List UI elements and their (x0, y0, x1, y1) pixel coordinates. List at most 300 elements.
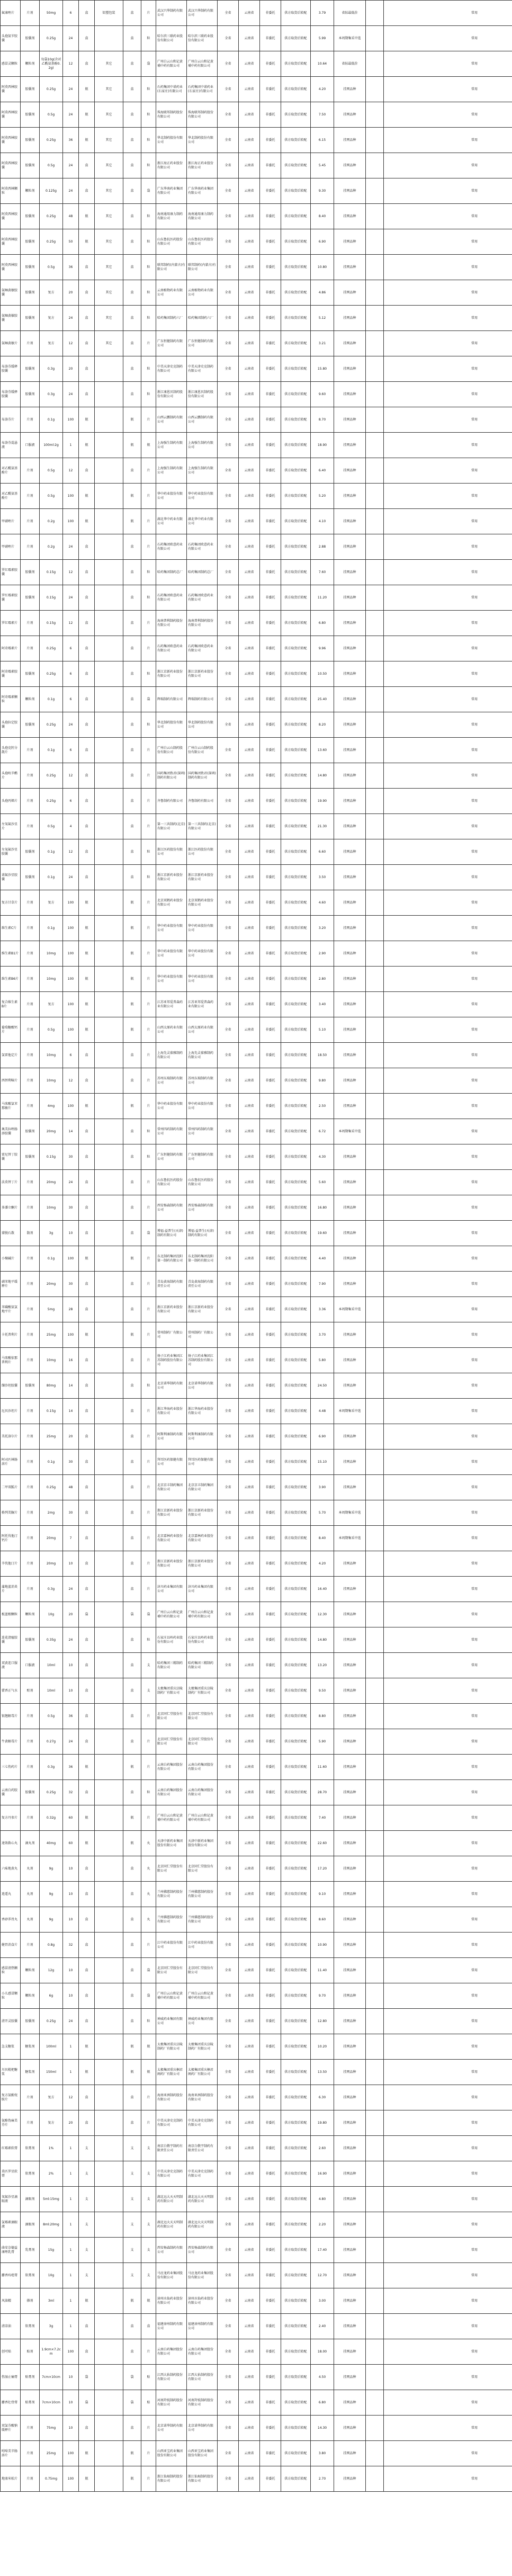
table-row (1, 509, 512, 534)
table-row (1, 280, 512, 306)
cell-province: 云南省 (239, 1907, 260, 1933)
cell-price: 2.40 (311, 2314, 334, 2339)
cell-manufacturer: 河南羚锐制药股份有限公司 (156, 2390, 187, 2416)
cell-license-holder: 中美天津史克制药有限公司 (187, 2110, 218, 2136)
cell-delivery-mode: 供方取货后转配 (281, 2060, 311, 2085)
cell-delivery-mode: 供方取货后转配 (281, 738, 311, 763)
cell-min-use-unit: 袋 (141, 1958, 156, 1983)
cell-packaging-material (95, 1450, 123, 1475)
cell-drug-name: 感冒灵颗粒 (1, 51, 21, 77)
cell-price: 7.40 (311, 1805, 334, 1831)
cell-specification: 0.5g (40, 484, 63, 509)
cell-packaging-material (95, 2085, 123, 2110)
table-row (1, 890, 512, 916)
cell-license-holder: 西安杨森制药有限公司 (187, 1195, 218, 1221)
cell-packaging-material: 其它 (95, 51, 123, 77)
table-row (1, 1424, 512, 1450)
cell-specification: 0.25g (40, 128, 63, 153)
table-row (1, 2390, 512, 2416)
table-row (1, 2085, 512, 2110)
cell-min-use-unit: 支 (141, 2238, 156, 2263)
cell-packaging-material (95, 1170, 123, 1195)
cell-delivery-mode: 供方取货后转配 (281, 941, 311, 967)
cell-dosage-form: 颗粒剂 (21, 1602, 40, 1627)
cell-price: 2.80 (311, 967, 334, 992)
cell-min-sale-unit: 盒 (123, 153, 141, 178)
cell-dosage-form: 片剂 (21, 763, 40, 789)
cell-pack-unit: 瓶 (79, 992, 95, 1017)
cell-packaging-material (95, 1322, 123, 1348)
cell-delivery-mode: 供方取货后转配 (281, 2390, 311, 2416)
cell-coverage-area: 全省 (218, 1551, 239, 1577)
cell-note (366, 2339, 384, 2365)
cell-usage-tag: 常用 (384, 967, 512, 992)
cell-specification: 0.1g (40, 865, 63, 890)
cell-province: 云南省 (239, 1602, 260, 1627)
cell-pack-unit: 盒 (79, 51, 95, 77)
cell-specification: 9g (40, 1856, 63, 1882)
cell-note (366, 1246, 384, 1272)
cell-drug-name: 曲安奈德益康唑乳膏 (1, 2238, 21, 2263)
cell-usage-tag: 常用 (384, 1399, 512, 1424)
cell-note (366, 356, 384, 382)
cell-min-sale-unit: 盒 (123, 1577, 141, 1602)
cell-drug-name: 氯霉素滴眼液 (1, 2212, 21, 2238)
cell-delivery-mode: 供方取货后转配 (281, 1, 311, 26)
cell-pack-unit: 盒 (79, 1450, 95, 1475)
cell-note (366, 636, 384, 661)
cell-packaging-material (95, 1221, 123, 1246)
cell-min-use-unit: 瓶 (141, 2034, 156, 2060)
cell-min-sale-unit: 盒 (123, 1399, 141, 1424)
cell-min-use-unit: 片 (141, 1, 156, 26)
cell-manufacturer: 山东鲁抗医药股份有限公司 (156, 229, 187, 255)
cell-delegation-type: 非委托 (260, 1322, 281, 1348)
cell-pack-quantity: 100 (63, 484, 79, 509)
cell-min-use-unit: 支 (141, 2263, 156, 2288)
cell-dosage-form: 片剂 (21, 534, 40, 560)
cell-specification: 12g (40, 1958, 63, 1983)
cell-dosage-form: 口服液 (21, 433, 40, 458)
table-row (1, 2288, 512, 2314)
cell-price: 6.15 (311, 128, 334, 153)
cell-specification: 6g (40, 1983, 63, 2009)
cell-note (366, 331, 384, 356)
cell-province: 云南省 (239, 2416, 260, 2441)
cell-license-holder: 浙江仙琚制药股份有限公司 (187, 2466, 218, 2492)
cell-pack-quantity: 100 (63, 509, 79, 534)
cell-pack-unit: 瓶 (79, 2060, 95, 2085)
cell-price: 9.80 (311, 1068, 334, 1094)
cell-pack-quantity: 6 (63, 687, 79, 712)
cell-province: 云南省 (239, 2060, 260, 2085)
cell-delivery-mode: 供方取货后转配 (281, 636, 311, 661)
cell-delegation-type: 非委托 (260, 2263, 281, 2288)
cell-packaging-material (95, 2238, 123, 2263)
cell-delivery-mode: 供方取货后转配 (281, 992, 311, 1017)
cell-note (366, 458, 384, 484)
cell-manufacturer: 联邦制药(内蒙古)有限公司 (156, 255, 187, 280)
cell-dosage-form: 胶囊剂 (21, 1373, 40, 1399)
cell-packaging-material (95, 1856, 123, 1882)
cell-pack-quantity: 10 (63, 1907, 79, 1933)
cell-price-basis: 挂网品种 (334, 2314, 366, 2339)
cell-note (366, 2416, 384, 2441)
cell-price-basis: 挂网品种 (334, 331, 366, 356)
cell-pack-unit: 支 (79, 2212, 95, 2238)
cell-usage-tag: 常用 (384, 1221, 512, 1246)
cell-note (366, 2060, 384, 2085)
cell-price-basis: 挂网品种 (334, 1246, 366, 1272)
cell-min-sale-unit: 瓶 (123, 1094, 141, 1119)
cell-pack-unit: 盒 (79, 255, 95, 280)
cell-pack-quantity: 10 (63, 1551, 79, 1577)
cell-pack-quantity: 1 (63, 2288, 79, 2314)
cell-manufacturer: 浙江京新药业股份有限公司 (156, 661, 187, 687)
cell-pack-unit: 盒 (79, 1170, 95, 1195)
cell-delegation-type: 非委托 (260, 611, 281, 636)
cell-drug-name: 六味地黄丸 (1, 1856, 21, 1882)
cell-note (366, 1, 384, 26)
table-row (1, 1500, 512, 1526)
cell-price: 19.90 (311, 789, 334, 814)
cell-note (366, 407, 384, 433)
cell-license-holder: 石家庄以岭药业股份有限公司 (187, 1627, 218, 1653)
cell-pack-quantity: 24 (63, 178, 79, 204)
cell-pack-unit: 瓶 (79, 229, 95, 255)
cell-drug-name: 头孢氨苄胶囊 (1, 26, 21, 51)
table-row (1, 2060, 512, 2085)
cell-min-use-unit: 支 (141, 2212, 156, 2238)
cell-province: 云南省 (239, 356, 260, 382)
cell-drug-name: 云南白药胶囊 (1, 1780, 21, 1805)
cell-dosage-form: 胶囊剂 (21, 2009, 40, 2034)
cell-pack-quantity: 10 (63, 2416, 79, 2441)
cell-pack-unit: 盒 (79, 1907, 95, 1933)
cell-specification: 25mg (40, 2441, 63, 2466)
cell-delegation-type: 非委托 (260, 178, 281, 204)
cell-price-basis: 挂网品种 (334, 661, 366, 687)
cell-pack-unit: 盒 (79, 1678, 95, 1704)
cell-price-basis: 挂网品种 (334, 2110, 366, 2136)
cell-delegation-type: 非委托 (260, 229, 281, 255)
cell-license-holder: 浙江京新药业股份有限公司 (187, 661, 218, 687)
cell-specification: 10g (40, 2263, 63, 2288)
cell-drug-name: 感冒清热颗粒 (1, 1958, 21, 1983)
cell-delegation-type: 非委托 (260, 1780, 281, 1805)
cell-price-basis: 挂网品种 (334, 585, 366, 611)
cell-specification: 0.25g (40, 789, 63, 814)
cell-min-use-unit: 丸 (141, 1856, 156, 1882)
cell-coverage-area: 全省 (218, 941, 239, 967)
cell-manufacturer: 中美天津史克制药有限公司 (156, 2161, 187, 2187)
cell-pack-unit: 瓶 (79, 1755, 95, 1780)
cell-price: 2.60 (311, 2136, 334, 2161)
cell-specification: 0.25g (40, 26, 63, 51)
cell-delegation-type: 非委托 (260, 1755, 281, 1780)
table-row (1, 1551, 512, 1577)
cell-usage-tag: 常用 (384, 2161, 512, 2187)
cell-price: 4.20 (311, 1551, 334, 1577)
cell-min-use-unit: 片 (141, 1322, 156, 1348)
cell-coverage-area: 全省 (218, 636, 239, 661)
cell-specification: 20mg (40, 1272, 63, 1297)
cell-price-basis: 挂网品种 (334, 2085, 366, 2110)
cell-delivery-mode: 供方取货后转配 (281, 1882, 311, 1907)
cell-manufacturer: 湖北华中药业有限公司 (156, 509, 187, 534)
cell-province: 云南省 (239, 1348, 260, 1373)
cell-coverage-area: 全省 (218, 153, 239, 178)
cell-delivery-mode: 供方取货后转配 (281, 2110, 311, 2136)
cell-min-sale-unit: 盒 (123, 1526, 141, 1551)
cell-manufacturer: 浙江京新药业股份有限公司 (156, 865, 187, 890)
cell-delivery-mode: 供方取货后转配 (281, 1094, 311, 1119)
cell-province: 云南省 (239, 1094, 260, 1119)
cell-note (366, 2390, 384, 2416)
cell-delegation-type: 非委托 (260, 1602, 281, 1627)
cell-price: 7.50 (311, 102, 334, 128)
cell-price-basis: 挂网品种 (334, 2441, 366, 2466)
cell-pack-quantity: 1 (63, 2238, 79, 2263)
cell-price-basis: 本周期集采中选 (334, 26, 366, 51)
cell-coverage-area: 全省 (218, 484, 239, 509)
cell-specification: 150ml (40, 2060, 63, 2085)
cell-dosage-form: 滴眼剂 (21, 2212, 40, 2238)
cell-manufacturer: 扬子江药业集团江苏制药股份有限公司 (156, 1348, 187, 1373)
cell-specification: 0.15g (40, 1144, 63, 1170)
cell-specification: 75mg (40, 2416, 63, 2441)
cell-delegation-type: 非委托 (260, 1450, 281, 1475)
cell-note (366, 1805, 384, 1831)
cell-pack-quantity: 12 (63, 458, 79, 484)
cell-manufacturer: 兰州佛慈制药股份有限公司 (156, 1882, 187, 1907)
cell-province: 云南省 (239, 509, 260, 534)
cell-pack-quantity: 100 (63, 1322, 79, 1348)
cell-packaging-material (95, 1424, 123, 1450)
cell-drug-name: 阿莫西林胶囊 (1, 153, 21, 178)
cell-delivery-mode: 供方取货后转配 (281, 1729, 311, 1755)
cell-manufacturer: 浙江华海药业股份有限公司 (156, 1399, 187, 1424)
cell-license-holder: 广州白云山制药股份有限公司 (187, 738, 218, 763)
cell-specification: 10mg (40, 1348, 63, 1373)
table-row (1, 1399, 512, 1424)
cell-min-sale-unit: 盒 (123, 1297, 141, 1322)
cell-province: 云南省 (239, 1322, 260, 1348)
cell-delivery-mode: 供方取货后转配 (281, 916, 311, 941)
cell-delivery-mode: 供方取货后转配 (281, 356, 311, 382)
cell-manufacturer: 广州白云山制药股份有限公司 (156, 738, 187, 763)
cell-drug-name: 布洛芬片 (1, 407, 21, 433)
cell-dosage-form: 片剂 (21, 916, 40, 941)
cell-min-use-unit: 片 (141, 1551, 156, 1577)
cell-min-sale-unit: 盒 (123, 534, 141, 560)
cell-note (366, 1780, 384, 1805)
cell-pack-unit: 瓶 (79, 204, 95, 229)
cell-price: 3.50 (311, 865, 334, 890)
cell-price: 28.70 (311, 1780, 334, 1805)
cell-packaging-material (95, 1094, 123, 1119)
table-row (1, 1348, 512, 1373)
cell-price-basis: 本周期集采中选 (334, 1526, 366, 1551)
cell-coverage-area: 全省 (218, 2187, 239, 2212)
cell-min-use-unit: 片 (141, 2441, 156, 2466)
cell-province: 云南省 (239, 331, 260, 356)
cell-delegation-type: 非委托 (260, 992, 281, 1017)
cell-pack-quantity: 100 (63, 1017, 79, 1043)
cell-province: 云南省 (239, 1983, 260, 2009)
cell-delegation-type: 非委托 (260, 2060, 281, 2085)
cell-license-holder: 青岛黄海制药有限责任公司 (187, 1272, 218, 1297)
cell-note (366, 2466, 384, 2492)
cell-delivery-mode: 供方取货后转配 (281, 77, 311, 102)
cell-min-use-unit: 片 (141, 992, 156, 1017)
cell-min-use-unit: 粒 (141, 1780, 156, 1805)
cell-price-basis: 挂网品种 (334, 738, 366, 763)
cell-specification: 20mg (40, 1551, 63, 1577)
table-row (1, 560, 512, 585)
cell-specification: 0.8g (40, 1933, 63, 1958)
cell-province: 云南省 (239, 1627, 260, 1653)
cell-specification: 0.1g (40, 738, 63, 763)
cell-delivery-mode: 供方取货后转配 (281, 763, 311, 789)
cell-dosage-form: 片剂 (21, 1475, 40, 1500)
cell-specification: 0.75mg (40, 2466, 63, 2492)
cell-delegation-type: 非委托 (260, 484, 281, 509)
cell-drug-name: 氨咖黄敏片 (1, 331, 21, 356)
cell-province: 云南省 (239, 153, 260, 178)
cell-license-holder: 西安杨森制药有限公司 (187, 2238, 218, 2263)
cell-min-sale-unit: 盒 (123, 839, 141, 865)
cell-min-sale-unit: 盒 (123, 789, 141, 814)
cell-note (366, 2365, 384, 2390)
cell-price-basis: 挂网品种 (334, 1729, 366, 1755)
cell-price: 3.00 (311, 2288, 334, 2314)
cell-delegation-type: 非委托 (260, 1933, 281, 1958)
table-row (1, 178, 512, 204)
cell-price-basis: 挂网品种 (334, 941, 366, 967)
cell-drug-name: 阿奇霉素片 (1, 636, 21, 661)
cell-province: 云南省 (239, 534, 260, 560)
cell-drug-name: 左氧氟沙星片 (1, 814, 21, 839)
cell-delegation-type: 非委托 (260, 814, 281, 839)
cell-license-holder: 浙江康恩贝制药股份有限公司 (187, 382, 218, 407)
cell-license-holder: 常州制药厂有限公司 (187, 1322, 218, 1348)
cell-pack-unit: 支 (79, 2187, 95, 2212)
cell-note (366, 534, 384, 560)
cell-specification: 1% (40, 2136, 63, 2161)
cell-specification: 0.25g (40, 77, 63, 102)
cell-min-use-unit: 支 (141, 1653, 156, 1678)
cell-delivery-mode: 供方取货后转配 (281, 2161, 311, 2187)
cell-coverage-area: 全省 (218, 1653, 239, 1678)
cell-min-sale-unit: 支 (123, 2263, 141, 2288)
cell-delegation-type: 非委托 (260, 1856, 281, 1882)
cell-dosage-form: 糖浆剂 (21, 2034, 40, 2060)
cell-delegation-type: 非委托 (260, 1500, 281, 1526)
cell-license-holder: 石药集团中诺药业(石家庄)有限公司 (187, 77, 218, 102)
cell-note (366, 916, 384, 941)
cell-price-basis: 挂网品种 (334, 2161, 366, 2187)
cell-license-holder: 山西太原药业有限公司 (187, 1017, 218, 1043)
cell-delivery-mode: 供方取货后转配 (281, 1856, 311, 1882)
cell-province: 云南省 (239, 1729, 260, 1755)
cell-price: 19.80 (311, 2110, 334, 2136)
cell-price-basis: 挂网品种 (334, 1068, 366, 1094)
cell-min-use-unit: 粒 (141, 382, 156, 407)
cell-delegation-type: 非委托 (260, 2288, 281, 2314)
cell-min-sale-unit: 盒 (123, 2339, 141, 2365)
cell-price-basis: 挂网品种 (334, 2263, 366, 2288)
cell-drug-name: 清凉油 (1, 2314, 21, 2339)
cell-min-sale-unit: 盒 (123, 128, 141, 153)
cell-note (366, 77, 384, 102)
cell-delivery-mode: 供方取货后转配 (281, 1704, 311, 1729)
cell-price-basis: 本周期集采中选 (334, 1119, 366, 1144)
cell-coverage-area: 全省 (218, 407, 239, 433)
cell-drug-name: 香砂养胃丸 (1, 1907, 21, 1933)
cell-delegation-type: 非委托 (260, 2110, 281, 2136)
cell-pack-quantity: 10 (63, 1653, 79, 1678)
cell-manufacturer: 山西亚宝药业集团股份有限公司 (156, 2441, 187, 2466)
cell-pack-unit: 瓶 (79, 1017, 95, 1043)
cell-pack-unit: 盒 (79, 280, 95, 306)
cell-dosage-form: 胶囊剂 (21, 585, 40, 611)
cell-dosage-form: 片剂 (21, 2110, 40, 2136)
cell-price: 12.70 (311, 2263, 334, 2288)
cell-pack-quantity: 60 (63, 1805, 79, 1831)
cell-manufacturer: 广州白云山和记黄埔中药有限公司 (156, 1805, 187, 1831)
cell-coverage-area: 全省 (218, 2314, 239, 2339)
table-row (1, 2212, 512, 2238)
cell-province: 云南省 (239, 1246, 260, 1272)
cell-packaging-material (95, 509, 123, 534)
cell-delegation-type: 非委托 (260, 26, 281, 51)
cell-manufacturer: 云南植物药业有限公司 (156, 280, 187, 306)
cell-pack-unit: 盒 (79, 687, 95, 712)
cell-min-sale-unit: 盒 (123, 1653, 141, 1678)
cell-coverage-area: 全省 (218, 1958, 239, 1983)
cell-coverage-area: 全省 (218, 1755, 239, 1780)
cell-license-holder: 华中药业股份有限公司 (187, 916, 218, 941)
cell-coverage-area: 全省 (218, 712, 239, 738)
cell-min-sale-unit: 盒 (123, 2085, 141, 2110)
cell-price-basis: 挂网品种 (334, 1933, 366, 1958)
table-row (1, 2238, 512, 2263)
cell-price-basis: 挂网品种 (334, 1475, 366, 1500)
cell-drug-name: 罗红霉素胶囊 (1, 560, 21, 585)
cell-usage-tag: 常用 (384, 1627, 512, 1653)
cell-license-holder: 江中药业股份有限公司 (187, 1933, 218, 1958)
cell-license-holder: 华中药业股份有限公司 (187, 941, 218, 967)
cell-license-holder: 广东恒健制药有限公司 (187, 1144, 218, 1170)
cell-delegation-type: 非委托 (260, 1729, 281, 1755)
cell-delivery-mode: 供方取货后转配 (281, 1653, 311, 1678)
cell-dosage-form: 胶囊剂 (21, 77, 40, 102)
cell-delivery-mode: 供方取货后转配 (281, 560, 311, 585)
cell-price: 5.80 (311, 1348, 334, 1373)
cell-dosage-form: 胶囊剂 (21, 153, 40, 178)
cell-coverage-area: 全省 (218, 1577, 239, 1602)
cell-price-basis: 挂网品种 (334, 534, 366, 560)
cell-province: 云南省 (239, 1272, 260, 1297)
cell-pack-quantity: 100 (63, 992, 79, 1017)
cell-packaging-material (95, 534, 123, 560)
cell-coverage-area: 全省 (218, 1780, 239, 1805)
cell-min-sale-unit: 袋 (123, 2390, 141, 2416)
cell-price: 16.80 (311, 1195, 334, 1221)
cell-pack-unit: 盒 (79, 1348, 95, 1373)
cell-note (366, 839, 384, 865)
